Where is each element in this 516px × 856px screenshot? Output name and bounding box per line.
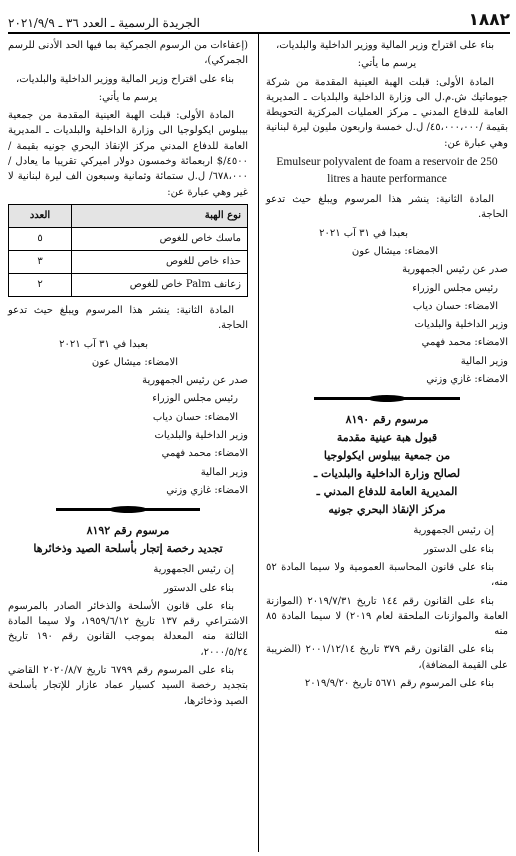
decree-number: مرسوم رقم ٨١٩٠ bbox=[345, 413, 429, 427]
text-paragraph: بناء على اقتراح وزير المالية ووزير الداخلية والبلديات، bbox=[16, 73, 234, 85]
table-row bbox=[9, 227, 248, 250]
legal-reference: بناء على القانون رقم ٣٧٩ تاريخ ٢٠٠١/١٢/١٤ (الضريبة على القيمة المضافة)، bbox=[266, 644, 508, 671]
text-paragraph: بناء على اقتراح وزير المالية ووزير الداخلية والبلديات، bbox=[276, 40, 494, 51]
finance-minister-title: وزير المالية bbox=[460, 355, 508, 367]
table-cell: ٢ bbox=[9, 273, 72, 296]
table-cell: ماسك خاص للغوص bbox=[72, 227, 248, 250]
article-two: المادة الثانية: ينشر هذا المرسوم ويبلغ حيث تدعو الحاجة. bbox=[8, 304, 248, 332]
decree-formula: يرسم ما يأتي: bbox=[98, 91, 158, 103]
legal-reference: بناء على قانون المحاسبة العمومية ولا سيما المادة ٥٢ منه، bbox=[266, 561, 508, 589]
prime-minister-signature: الامضاء: حسان دياب bbox=[152, 411, 238, 423]
column-header: نوع الهبة bbox=[72, 204, 248, 227]
prime-minister-title: رئيس مجلس الوزراء bbox=[152, 393, 238, 405]
constitution-reference: بناء على الدستور bbox=[424, 543, 494, 555]
section-separator bbox=[266, 393, 508, 403]
finance-minister-signature: الامضاء: غازي وزني bbox=[426, 374, 508, 386]
header-rule bbox=[8, 32, 510, 34]
right-column bbox=[266, 38, 508, 694]
article-one: المادة الأولى: قبلت الهبة العينية المقدمة من جمعية بيبلوس ايكولوجيا الى وزارة الداخلية والبلديات ـ المديرية العامة للدفاع المدني مركز الإنقاذ البحري جونيه بقيمة /٤٥٠٠/$ اربعمائة وخمسون دولار اميركي تقريبا ما يعادل /٦٧٨،٠٠٠/ ل.ل ستمائة وثمانية وسبعون الف ليرة لبنانية لا غير وهي عبارة عن: bbox=[8, 110, 248, 198]
interior-minister-signature: الامضاء: محمد فهمي bbox=[161, 448, 248, 460]
president-signature: الامضاء: ميشال عون bbox=[91, 356, 178, 368]
table-cell: ٥ bbox=[9, 227, 72, 250]
table-cell: حذاء خاص للغوص bbox=[72, 250, 248, 273]
decree-heading bbox=[8, 522, 248, 558]
legal-reference: بناء على قانون الأسلحة والذخائر الصادر بالمرسوم الاشتراعي رقم ١٣٧ تاريخ ١٩٥٩/٦/١٢، ولا سيما المادة الثالثة منه المعدلة بموجب القانون رقم ١٩٠ تاريخ ٢٠٠٠/٥/٢٤، bbox=[8, 600, 248, 658]
issued-by: صدر عن رئيس الجمهورية bbox=[142, 375, 248, 387]
page-number: ١٨٨٢ bbox=[468, 10, 510, 30]
article-one: المادة الأولى: قبلت الهبة العينية المقدمة من شركة جيوماتيك ش.م.ل الى وزارة الداخلية والبلديات ـ المديرية العامة للدفاع المدني ـ مركز العمليات المركزية التحويطة بقيمة /٤٥،٠٠٠،٠٠٠/ ل.ل خمسة واربعون مليون ليرة لبنانية وهي عبارة عن: bbox=[266, 76, 508, 149]
table-row bbox=[9, 273, 248, 296]
finance-minister-signature: الامضاء: غازي وزني bbox=[166, 484, 248, 496]
page-header bbox=[8, 6, 510, 30]
left-column bbox=[8, 38, 248, 712]
section-separator bbox=[8, 504, 248, 514]
prime-minister-signature: الامضاء: حسان دياب bbox=[412, 300, 498, 312]
column-divider bbox=[258, 34, 259, 852]
decree-subject-line: قبول هبة عينية مقدمة bbox=[336, 431, 438, 445]
decree-formula: يرسم ما يأتي: bbox=[357, 58, 417, 70]
decree-date: بعبدا في ٣١ آب ٢٠٢١ bbox=[319, 227, 408, 239]
legal-reference: بناء على المرسوم رقم ٦٧٩٩ تاريخ ٢٠٢٠/٨/٧ القاضي بتجديد رخصة السيد كسيار عماد عازار للإتجار بأسلحة الصيد وذخائرها، bbox=[8, 665, 248, 707]
decree-number: مرسوم رقم ٨١٩٢ bbox=[86, 524, 170, 538]
legal-reference: بناء على المرسوم رقم ٥٦٧١ تاريخ ٢٠١٩/٩/٢٠ bbox=[304, 678, 494, 690]
decree-date: بعبدا في ٣١ آب ٢٠٢١ bbox=[59, 338, 148, 350]
president-signature: الامضاء: ميشال عون bbox=[351, 245, 438, 257]
interior-minister-title: وزير الداخلية والبلديات bbox=[154, 430, 248, 442]
prime-minister-title: رئيس مجلس الوزراء bbox=[412, 282, 498, 294]
table-cell: ٣ bbox=[9, 250, 72, 273]
donation-table bbox=[8, 204, 248, 297]
president-intro: إن رئيس الجمهورية bbox=[413, 525, 494, 537]
interior-minister-title: وزير الداخلية والبلديات bbox=[414, 319, 508, 331]
column-header: العدد bbox=[9, 204, 72, 227]
table-row bbox=[9, 250, 248, 273]
interior-minister-signature: الامضاء: محمد فهمي bbox=[421, 337, 508, 349]
table-cell: زعانف Palm خاص للغوص bbox=[72, 273, 248, 296]
finance-minister-title: وزير المالية bbox=[200, 466, 248, 478]
article-two: المادة الثانية: ينشر هذا المرسوم ويبلغ حيث تدعو الحاجة. bbox=[266, 194, 508, 221]
decree-heading bbox=[266, 411, 508, 519]
text-paragraph: (إعفاءات من الرسوم الجمركية بما فيها الحد الأدنى للرسم الجمركي)، bbox=[8, 40, 248, 67]
donated-item-french: Emulseur polyvalent de foam a reservoir de 250 litres a haute performance bbox=[276, 156, 498, 186]
decree-subject-line: المديرية العامة للدفاع المدني ـ bbox=[316, 485, 458, 499]
table-header-row bbox=[9, 204, 248, 227]
issued-by: صدر عن رئيس الجمهورية bbox=[402, 264, 508, 276]
decree-subject-line: من جمعية بيبلوس ايكولوجيا bbox=[323, 449, 451, 463]
header-title: الجريدة الرسمية ـ العدد ٣٦ ـ ٢٠٢١/٩/٩ bbox=[8, 16, 200, 30]
legal-reference: بناء على القانون رقم ١٤٤ تاريخ ٢٠١٩/٧/٣١ (الموازنة العامة والموازنات الملحقة لعام ٢٠١٩) لا سيما المادة ٨٥ منه bbox=[266, 595, 509, 638]
president-intro: إن رئيس الجمهورية bbox=[153, 564, 234, 576]
decree-subject-line: مركز الإنقاذ البحري جونيه bbox=[328, 503, 446, 517]
decree-subject-line: لصالح وزارة الداخلية والبلديات ـ bbox=[313, 467, 461, 481]
decree-subject-line: تجديد رخصة إتجار بأسلحة الصيد وذخائرها bbox=[33, 542, 223, 556]
constitution-reference: بناء على الدستور bbox=[164, 582, 234, 594]
